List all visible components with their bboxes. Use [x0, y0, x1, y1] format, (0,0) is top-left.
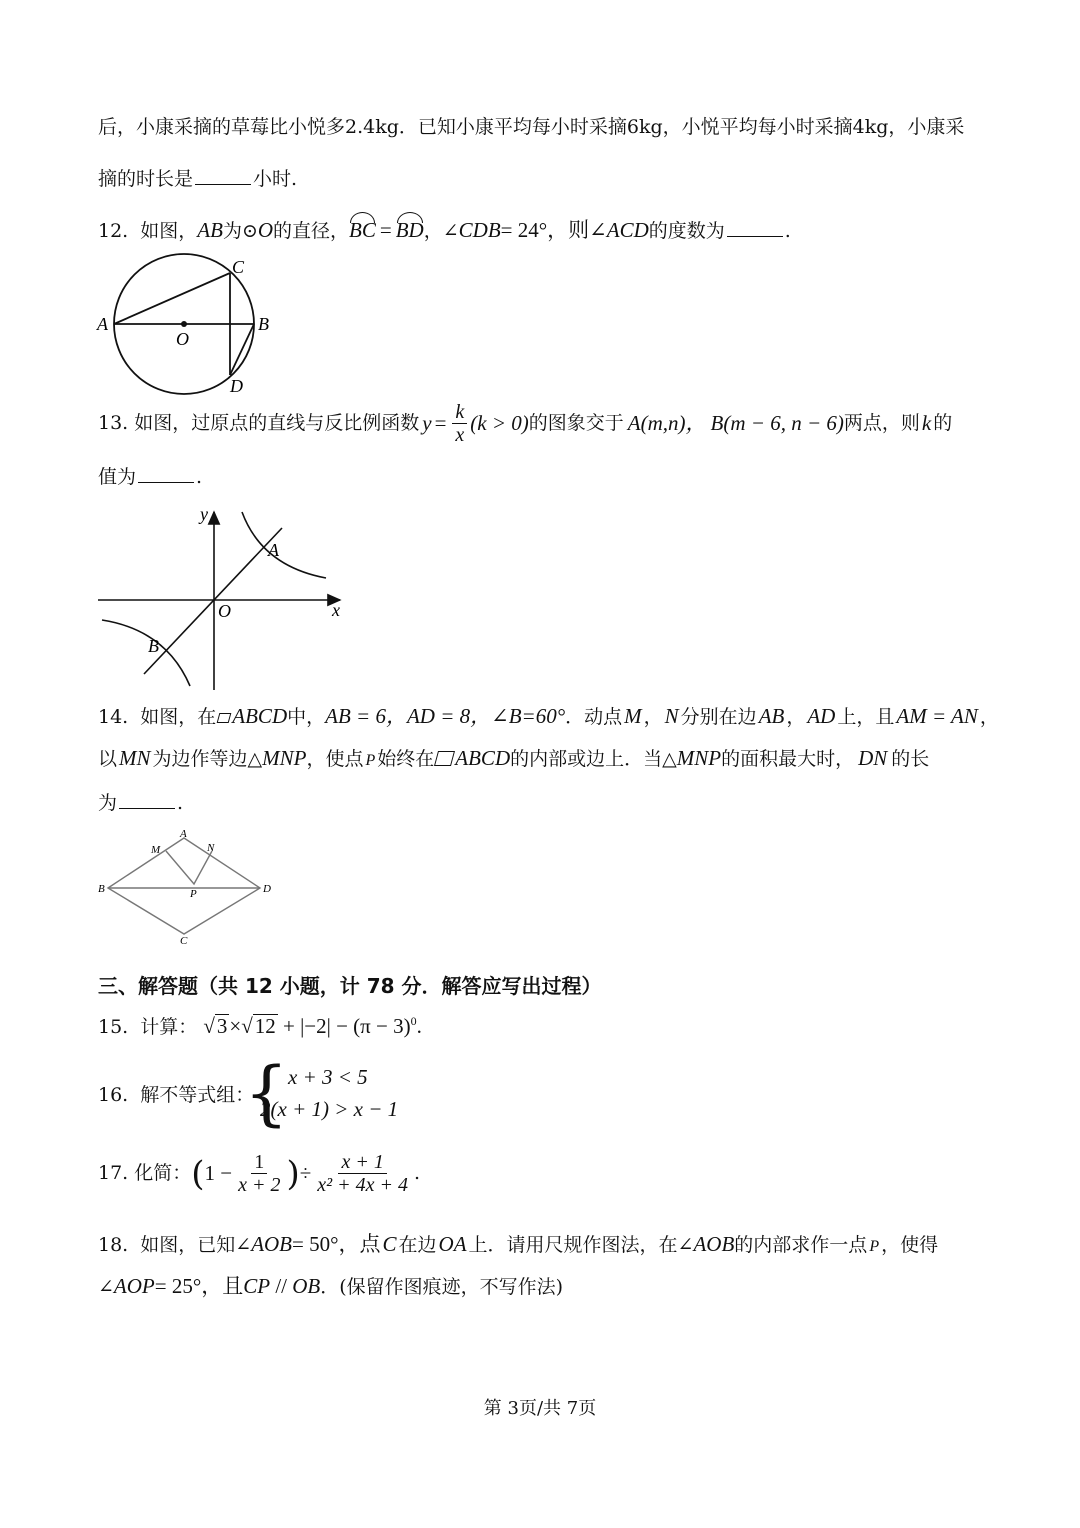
q18-line1	[98, 1234, 938, 1255]
q14-text: ，使点	[306, 748, 364, 770]
answer-blank	[119, 792, 175, 809]
q14-text: ．动点	[565, 706, 623, 728]
q13-y: y	[422, 411, 432, 435]
figure-circle	[92, 252, 282, 397]
label-m: M	[151, 844, 161, 856]
label-y: y	[200, 504, 208, 524]
q11-text-3: 小时.	[253, 168, 298, 190]
q11-line1	[98, 118, 964, 137]
q12-ab: AB	[197, 218, 223, 242]
q11-text-2: 摘的时长是	[98, 168, 194, 190]
figure-parallelogram	[96, 826, 280, 948]
q18-p: P	[869, 1238, 880, 1255]
q14-text: ，	[979, 706, 999, 728]
label-d: D	[230, 376, 243, 396]
section-heading: 三、解答题（共 12 小题，计 78 分．解答应写出过程）	[98, 974, 602, 998]
exponent: 0	[410, 1014, 417, 1028]
frac-num: k	[452, 402, 467, 424]
q14-text: 上，且	[837, 706, 895, 728]
parallelogram-symbol-small	[217, 713, 232, 723]
sqrt-3: 3	[216, 1014, 228, 1038]
hyperbola-branch-2	[102, 620, 190, 686]
label-o: O	[176, 329, 189, 349]
q14-line2	[98, 748, 929, 769]
q14-text: 为	[98, 792, 118, 814]
q18-c: C	[382, 1232, 397, 1256]
times-sign: ×	[229, 1014, 242, 1038]
answer-blank	[195, 168, 251, 185]
q12-cdb: CDB	[458, 218, 501, 242]
question-number: 16.	[98, 1084, 129, 1106]
q12-text: 的直径，	[273, 220, 350, 242]
q15-end: .	[416, 1014, 422, 1038]
q13-text: 的图象交于	[528, 412, 624, 434]
q14-text: 为边作等边△	[152, 748, 263, 770]
q17-text: 化简：	[134, 1162, 192, 1184]
q18-parallel: //	[270, 1274, 293, 1298]
q14-ab6: AB = 6	[325, 704, 386, 728]
page-footer: 第 3页/共 7页	[483, 1398, 597, 1419]
label-c: C	[180, 935, 188, 947]
label-x: x	[332, 600, 340, 620]
q18-ob: OB	[292, 1274, 321, 1298]
divide-sign: ÷	[299, 1161, 312, 1185]
q18-text: 的内部求作一点	[734, 1234, 868, 1256]
q17-stem	[98, 1152, 420, 1195]
q13-end: .	[196, 466, 203, 488]
q16-row2: 2(x + 1) > x − 1	[260, 1097, 399, 1121]
q14-text: 的面积最大时，	[721, 748, 855, 770]
q18-text: = 25°，且	[154, 1274, 244, 1298]
q16-row1: x + 3 < 5	[288, 1065, 368, 1089]
q12-o: O	[257, 218, 274, 242]
question-number: 12.	[98, 220, 129, 242]
center-point	[181, 321, 187, 327]
q18-text: ，使得	[881, 1234, 939, 1256]
q12-text: ，∠	[423, 220, 459, 242]
q14-text: ，	[786, 706, 806, 728]
q13-eq: =	[434, 411, 447, 435]
brace-symbol: {	[244, 1052, 289, 1134]
q18-text: ∠	[98, 1276, 114, 1298]
label-b: B	[148, 636, 159, 656]
q13-text: 的	[933, 412, 953, 434]
q18-line2	[98, 1276, 563, 1297]
segment-ac	[114, 273, 230, 324]
q14-mn: MN	[119, 746, 151, 770]
frac1-num: 1	[251, 1152, 267, 1174]
q14-m: M	[624, 704, 642, 728]
q14-mnp: MNP	[262, 746, 307, 770]
q11-line2	[98, 168, 297, 189]
answer-blank	[138, 466, 194, 483]
q14-mnp-2: MNP	[676, 746, 722, 770]
q18-text: ．(保留作图痕迹，不写作法)	[320, 1276, 564, 1298]
q12-text: 为⊙	[222, 220, 258, 242]
q12-text: = 24°，则∠	[500, 218, 607, 242]
q13-point-a: A(m,n)，	[627, 411, 707, 435]
q17-one-minus: 1 −	[204, 1161, 233, 1185]
right-paren: )	[286, 1153, 300, 1194]
label-b: B	[98, 883, 105, 895]
question-number: 18.	[98, 1234, 129, 1256]
segment-bd	[230, 324, 254, 375]
q18-text: 上．请用尺规作图法，在∠	[468, 1234, 694, 1256]
parallelogram-symbol	[434, 751, 455, 766]
q15-stem	[98, 1014, 422, 1038]
label-p: P	[190, 888, 197, 900]
q12-eq: =	[379, 218, 392, 242]
q14-edge-ad: AD	[807, 704, 836, 728]
q14-text: 中，	[287, 706, 326, 728]
arc-bd: BD	[395, 218, 424, 242]
parallelogram-abcd	[108, 838, 260, 934]
q17-end: .	[414, 1162, 421, 1184]
q13-cond: (k > 0)	[470, 411, 529, 435]
q13-stem	[98, 402, 952, 445]
triangle-mnp	[166, 851, 212, 884]
q14-abcd-2: ABCD	[455, 746, 511, 770]
hyperbola-branch-1	[242, 512, 326, 578]
q18-aob-2: AOB	[693, 1232, 735, 1256]
figure-hyperbola	[96, 502, 356, 692]
question-number: 17.	[98, 1162, 129, 1184]
q12-end: .	[784, 220, 791, 242]
label-n: N	[207, 842, 215, 854]
q14-ad8: ，AD = 8	[385, 704, 471, 728]
q14-text: ，	[643, 706, 663, 728]
q14-line3	[98, 792, 183, 813]
q14-text: 始终在	[377, 748, 435, 770]
label-c: C	[232, 257, 245, 277]
question-number: 15.	[98, 1016, 129, 1038]
q12-text: 的度数为	[648, 220, 725, 242]
q13-k: k	[921, 411, 932, 435]
q14-text: 以	[98, 748, 118, 770]
q14-angle-b: ，∠B=60°	[470, 704, 566, 728]
arc-bc: BC	[349, 218, 376, 242]
q14-text: 的长	[891, 748, 930, 770]
frac2-den: x² + 4x + 4	[317, 1174, 409, 1196]
q14-text: 的内部或边上．当△	[510, 748, 677, 770]
q12-text: 如图，	[140, 220, 198, 242]
q15-text: 计算：	[140, 1016, 198, 1038]
question-number: 14.	[98, 706, 129, 728]
line-through-origin	[144, 528, 282, 674]
label-a: A	[268, 540, 279, 560]
label-o: O	[218, 601, 231, 621]
frac2-num: x + 1	[338, 1152, 386, 1174]
q13-line2	[98, 466, 202, 487]
q18-oa: OA	[438, 1232, 467, 1256]
frac-den: x	[455, 424, 465, 446]
q18-aob: AOB	[251, 1232, 293, 1256]
q16-text: 解不等式组：	[140, 1084, 255, 1106]
q12-acd: ACD	[606, 218, 649, 242]
q18-aop: AOP	[113, 1274, 155, 1298]
q14-end: .	[177, 792, 184, 814]
q14-edge-ab: AB	[758, 704, 785, 728]
q15-rest: + |−2| − (π − 3)	[277, 1014, 411, 1038]
q15-expression: $√3\times√12 + |-2| - (\pi - 3)^0$.	[203, 1014, 422, 1038]
q14-line1	[98, 706, 999, 727]
fraction-1	[235, 1152, 283, 1195]
label-a: A	[97, 314, 108, 334]
frac1-den: x + 2	[238, 1174, 281, 1196]
q14-n: N	[664, 704, 679, 728]
q12-stem	[98, 216, 791, 241]
fraction-2	[314, 1152, 411, 1195]
q16-stem	[98, 1086, 254, 1105]
q14-text: 如图，在	[140, 706, 217, 728]
left-paren: (	[191, 1153, 205, 1194]
q14-dn: DN	[858, 746, 888, 770]
label-d: D	[263, 883, 271, 895]
q14-text: 分别在边	[680, 706, 757, 728]
q18-text: 在边	[398, 1234, 437, 1256]
label-b: B	[258, 314, 269, 334]
question-number: 13.	[98, 412, 129, 434]
q13-text: 值为	[98, 466, 137, 488]
q13-text: 如图，过原点的直线与反比例函数	[134, 412, 420, 434]
sqrt-12: 12	[254, 1014, 276, 1038]
q14-abcd: ABCD	[232, 704, 288, 728]
q18-cp: CP	[243, 1274, 271, 1298]
q18-text: 如图，已知∠	[140, 1234, 252, 1256]
answer-blank	[727, 220, 783, 237]
q14-am-an: AM = AN	[896, 704, 978, 728]
q18-text: = 50°，点	[292, 1232, 381, 1256]
q11-text-1: 后，小康采摘的草莓比小悦多2.4kg．已知小康平均每小时采摘6kg，小悦平均每小时采摘4kg，小康采	[98, 116, 965, 138]
label-a: A	[180, 828, 187, 840]
q13-point-b: B(m − 6, n − 6)	[710, 411, 844, 435]
fraction-k-over-x	[452, 402, 467, 445]
q13-text: 两点，则	[843, 412, 920, 434]
q14-p: P	[365, 752, 376, 769]
